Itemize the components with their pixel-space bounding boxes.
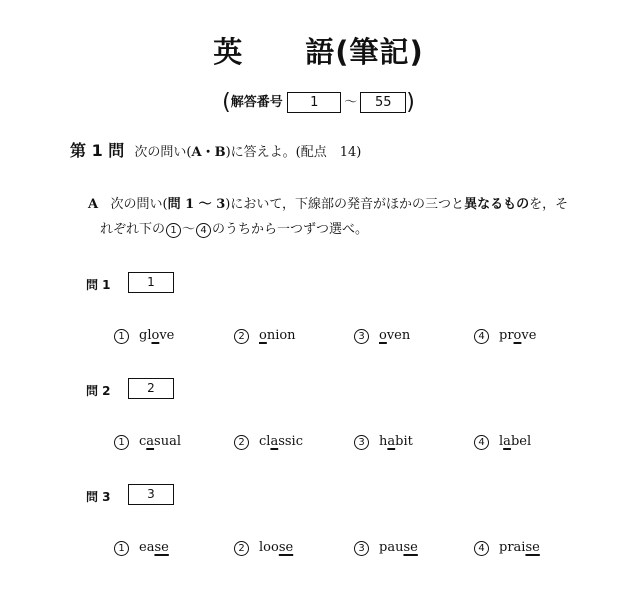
circled-number: 2 [234, 541, 249, 556]
answer-box: 2 [128, 378, 174, 399]
problem-label: 問 3 [86, 490, 111, 504]
option[interactable] [473, 434, 531, 450]
circled-number: 4 [474, 329, 489, 344]
word-part: loo [259, 540, 279, 555]
underlined-part: o [259, 328, 267, 343]
instr-text-3: を，そ [529, 197, 569, 212]
title-left: 英 [213, 35, 244, 69]
question-intro-bold: A・B [191, 145, 226, 160]
answer-box: 3 [128, 484, 174, 505]
word-part: sual [154, 434, 181, 449]
title-right: 語(筆記) [305, 35, 424, 69]
option[interactable] [233, 434, 303, 450]
circled-number: 1 [166, 223, 181, 238]
circled-number: 3 [354, 329, 369, 344]
word-part: bit [395, 434, 413, 449]
circled-number: 1 [114, 435, 129, 450]
circled-number: 1 [114, 541, 129, 556]
question-intro-post: )に答えよ。(配点 14) [225, 145, 362, 160]
option[interactable] [473, 540, 540, 556]
word-part: gl [139, 328, 152, 343]
section-a-label: A [88, 197, 99, 212]
underlined-part: a [146, 434, 155, 449]
instr-bold-2: 異なるもの [464, 197, 530, 212]
underlined-part: a [503, 434, 511, 449]
word-part: ve [521, 328, 537, 343]
word-part: ssic [278, 434, 303, 449]
answer-range-to: 55 [360, 92, 406, 113]
instr-line-2 [88, 217, 588, 242]
question-heading [70, 138, 361, 161]
circled-number: 3 [354, 541, 369, 556]
page-title [0, 30, 637, 71]
word-part: prai [499, 540, 526, 555]
instr-bold-1: 問 1 〜 3 [167, 197, 226, 212]
underlined-part: se [403, 540, 418, 555]
question-number: 第 1 問 [70, 141, 125, 160]
underlined-part: o [379, 328, 387, 343]
circled-number: 4 [474, 541, 489, 556]
option[interactable] [113, 434, 181, 450]
word-part: l [499, 434, 504, 449]
option[interactable] [473, 328, 536, 344]
word-part: cl [259, 434, 271, 449]
underlined-part: se [278, 540, 294, 555]
option[interactable] [113, 540, 169, 556]
problem-label: 問 2 [86, 384, 111, 398]
word-part: ve [159, 328, 175, 343]
option[interactable] [353, 434, 413, 450]
answer-range-label: 解答番号 [230, 95, 283, 110]
answer-range-from: 1 [287, 92, 341, 113]
circled-number: 1 [114, 329, 129, 344]
word-part: pau [379, 540, 404, 555]
instr-text-4: れぞれ下の [100, 222, 166, 237]
word-part: nion [266, 328, 296, 343]
instr-text-5: のうちから一つずつ選べ。 [212, 222, 369, 237]
option[interactable] [233, 328, 296, 344]
word-part: ven [386, 328, 411, 343]
word-part: pr [499, 328, 514, 343]
instr-text-1: 次の問い( [110, 197, 168, 212]
instr-text-2: )において，下線部の発音がほかの三つと [225, 197, 465, 212]
option[interactable] [233, 540, 293, 556]
problem-1-label [86, 275, 155, 293]
answer-range: (解答番号 1 〜 55 ) [222, 90, 415, 115]
word-part: h [379, 434, 388, 449]
underlined-part: o [513, 328, 522, 343]
word-part: bel [510, 434, 532, 449]
answer-range-tilde: 〜 [344, 95, 358, 110]
circled-number: 2 [234, 329, 249, 344]
problem-label: 問 1 [86, 278, 111, 292]
answer-box: 1 [128, 272, 174, 293]
underlined-part: se [154, 540, 169, 555]
circled-number: 2 [234, 435, 249, 450]
section-a-instructions [88, 192, 588, 242]
instr-tilde: 〜 [182, 222, 196, 237]
circled-number: 4 [474, 435, 489, 450]
underlined-part: a [387, 434, 396, 449]
circled-number: 4 [196, 223, 211, 238]
question-intro-pre: 次の問い( [134, 145, 192, 160]
problem-2-label [86, 381, 155, 399]
option[interactable] [353, 540, 418, 556]
underlined-part: o [151, 328, 160, 343]
problem-3-label [86, 487, 155, 505]
underlined-part: se [525, 540, 540, 555]
word-part: c [139, 434, 147, 449]
option[interactable] [113, 328, 174, 344]
option[interactable] [353, 328, 410, 344]
underlined-part: a [270, 434, 279, 449]
circled-number: 3 [354, 435, 369, 450]
word-part: ea [139, 540, 155, 555]
